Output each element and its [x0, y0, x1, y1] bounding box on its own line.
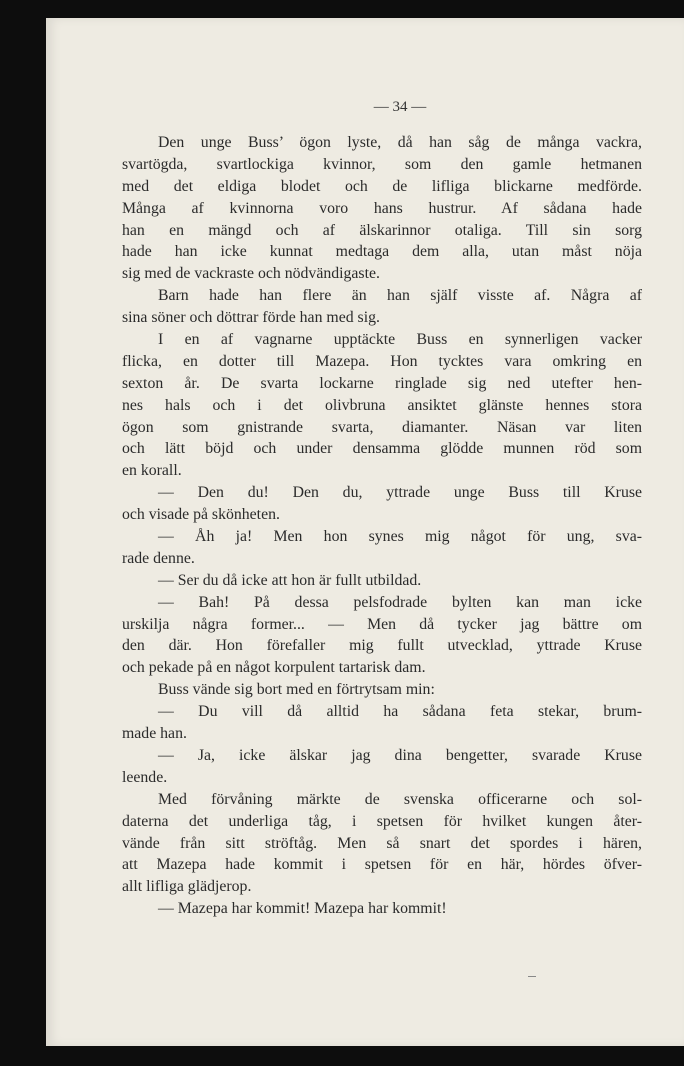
page-number: — 34 — [373, 99, 427, 115]
text-line: — Bah! På dessa pelsfodrade bylten kan man icke [158, 593, 642, 611]
text-line: en korall. [122, 462, 182, 480]
text-line: att Mazepa hade kommit i spetsen för en här, hördes öfver- [122, 856, 642, 874]
text-line: — Den du! Den du, yttrade unge Buss till Kruse [158, 484, 642, 502]
text-line: sexton år. De svarta lockarne ringlade sig ned utefter hen- [122, 374, 642, 392]
text-line: rade denne. [122, 549, 195, 567]
text-line: och pekade på en något korpulent tartarisk dam. [122, 659, 426, 677]
text-line: ögon som gnistrande svarta, diamanter. Näsan var liten [122, 418, 642, 436]
text-line: hade han icke kunnat medtaga dem alla, utan måst nöja [122, 243, 642, 261]
text-line: vände från sitt ströftåg. Men så snart det spordes i hären, [122, 834, 642, 852]
text-line: sina söner och döttrar förde han med sig. [122, 309, 380, 327]
text-line: daterna det underliga tåg, i spetsen för hvilket kungen åter- [122, 812, 642, 830]
text-line: och visade på skönheten. [122, 506, 280, 524]
bottom-mark [528, 976, 536, 977]
text-line: — Åh ja! Men hon synes mig något för ung, sva- [158, 528, 642, 546]
text-line: made han. [122, 725, 187, 743]
text-line: han en mängd och af älskarinnor otaliga. Till sin sorg [122, 221, 642, 239]
text-line: I en af vagnarne upptäckte Buss en synnerligen vacker [158, 331, 642, 349]
text-line: med det eldiga blodet och de lifliga blickarne medförde. [122, 177, 642, 195]
text-line: Många af kvinnorna voro hans hustrur. Af sådana hade [122, 199, 642, 217]
text-line: urskilja några former... — Men då tycker jag bättre om [122, 615, 642, 633]
text-line: Buss vände sig bort med en förtrytsam min: [158, 681, 435, 699]
text-line: svartögda, svartlockiga kvinnor, som den gamle hetmanen [122, 155, 642, 173]
text-line: Den unge Buss’ ögon lyste, då han såg de många vackra, [158, 134, 642, 151]
text-line: och lätt böjd och under densamma glödde munnen röd som [122, 440, 642, 458]
text-line: — Mazepa har kommit! Mazepa har kommit! [158, 900, 447, 918]
text-line: Barn hade han flere än han själf visste af. Några af [158, 287, 642, 305]
text-line: nes hals och i det olivbruna ansiktet glänste hennes stora [122, 396, 642, 414]
text-line: sig med de vackraste och nödvändigaste. [122, 265, 380, 283]
page-lines [122, 132, 642, 920]
text-line: Med förvåning märkte de svenska officerarne och sol- [158, 790, 642, 808]
text-block [122, 96, 642, 920]
text-line: allt lifliga glädjerop. [122, 878, 252, 896]
text-line: — Du vill då alltid ha sådana feta stekar, brum- [158, 703, 642, 721]
text-line: — Ser du då icke att hon är fullt utbildad. [158, 571, 422, 589]
text-line: flicka, en dotter till Mazepa. Hon tycktes vara omkring en [122, 352, 642, 370]
text-line: — Ja, icke älskar jag dina bengetter, svarade Kruse [158, 746, 642, 764]
text-line: leende. [122, 768, 168, 786]
text-line: den där. Hon förefaller mig fullt utvecklad, yttrade Kruse [122, 637, 642, 655]
